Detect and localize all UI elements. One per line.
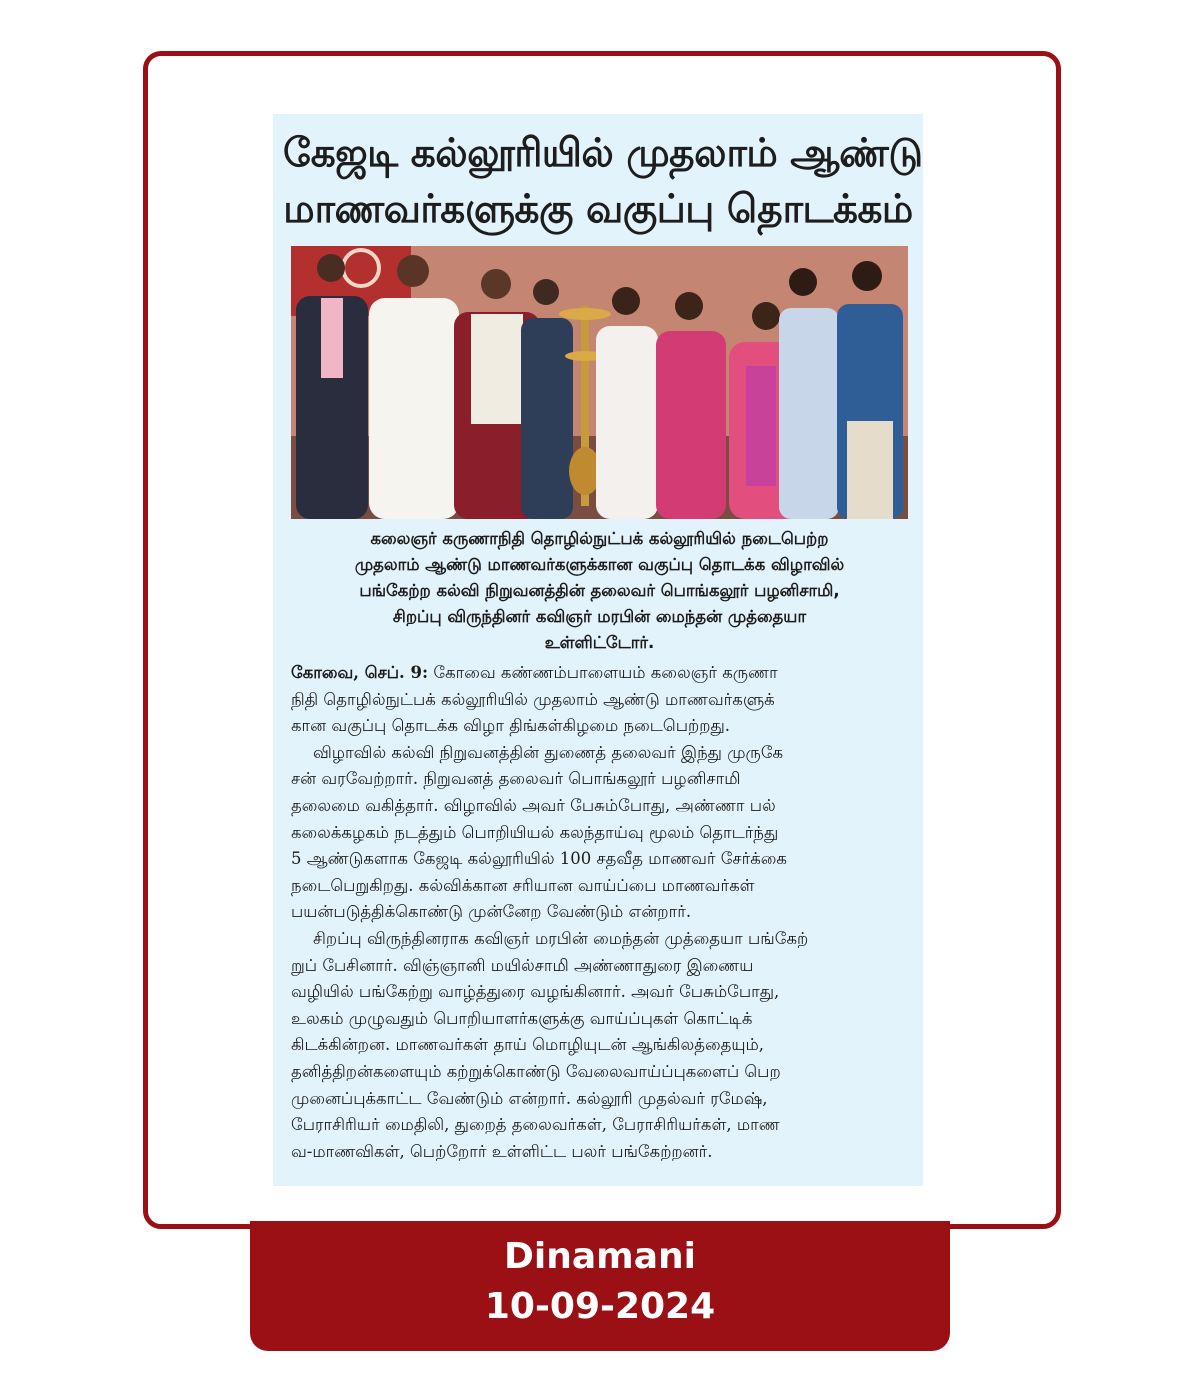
event-photo-illustration [291,246,908,519]
body-line: உலகம் முழுவதும் பொறியாளர்களுக்கு வாய்ப்புகள் கொட்டிக் [291,1008,753,1028]
body-line: 5 ஆண்டுகளாக கேஜடி கல்லூரியில் 100 சதவீத மாணவர் சேர்க்கை [291,849,787,869]
body-line-text: கோவை கண்ணம்பாளையம் கலைஞர் கருணா [428,663,778,682]
dateline: கோவை, செப். 9: [291,663,429,682]
body-line: சன் வரவேற்றார். நிறுவனத் தலைவர் பொங்கலூர் பழனிசாமி [291,769,741,789]
photo-caption [291,526,908,656]
caption-line: பங்கேற்ற கல்வி நிறுவனத்தின் தலைவர் பொங்கலூர் பழனிசாமி, [359,581,840,600]
caption-line: கலைஞர் கருணாநிதி தொழில்நுட்பக் கல்லூரியில் நடைபெற்ற [370,529,829,548]
caption-line: முதலாம் ஆண்டு மாணவர்களுக்கான வகுப்பு தொடக்க விழாவில் [354,555,845,574]
newspaper-clipping [273,114,923,1186]
newspaper-name: Dinamani [504,1236,696,1277]
headline-line: மாணவர்களுக்கு வகுப்பு தொடக்கம் [283,187,913,232]
body-line: வழியில் பங்கேற்று வாழ்த்துரை வழங்கினார். அவர் பேசும்போது, [291,982,780,1002]
body-line: தனித்திறன்களையும் கற்றுக்கொண்டு வேலைவாய்ப்புகளைப் பெற [291,1061,781,1081]
article-frame [143,51,1061,1229]
body-line: கான வகுப்பு தொடக்க விழா திங்கள்கிழமை நடைபெற்றது. [291,716,731,736]
event-photo [291,246,908,519]
body-line: கலைக்கழகம் நடத்தும் பொறியியல் கலந்தாய்வு மூலம் தொடர்ந்து [291,822,779,842]
body-line: நடைபெறுகிறது. கல்விக்கான சரியான வாய்ப்பை மாணவர்கள் [291,875,755,895]
article-body [291,660,908,1165]
body-line: நிதி தொழில்நுட்பக் கல்லூரியில் முதலாம் ஆண்டு மாணவர்களுக் [291,689,775,709]
body-line: கிடக்கின்றன. மாணவர்கள் தாய் மொழியுடன் ஆங்கிலத்தையும், [291,1035,765,1055]
source-badge [250,1221,950,1351]
headline-line: கேஜடி கல்லூரியில் முதலாம் ஆண்டு [283,131,923,176]
body-line: முனைப்புக்காட்ட வேண்டும் என்றார். கல்லூரி முதல்வர் ரமேஷ், [291,1088,768,1108]
body-line: வ-மாணவிகள், பெற்றோர் உள்ளிட்ட பலர் பங்கேற்றனர். [291,1141,713,1161]
body-line: றுப் பேசினார். விஞ்ஞானி மயில்சாமி அண்ணாதுரை இணைய [291,955,754,975]
caption-line: உள்ளிட்டோர். [544,633,655,652]
body-line: விழாவில் கல்வி நிறுவனத்தின் துணைத் தலைவர் இந்து முருகே [313,742,784,762]
article-headline [273,114,923,238]
body-line: பயன்படுத்திக்கொண்டு முன்னேற வேண்டும் என்றார். [291,902,692,922]
caption-line: சிறப்பு விருந்தினர் கவிஞர் மரபின் மைந்தன் முத்தையா [392,607,807,626]
publication-date: 10-09-2024 [484,1286,716,1327]
body-line: தலைமை வகித்தார். விழாவில் அவர் பேசும்போது, அண்ணா பல் [291,795,776,815]
body-line: பேராசிரியர் மைதிலி, துறைத் தலைவர்கள், பேராசிரியர்கள், மாண [291,1115,780,1135]
body-line [291,660,908,687]
body-line: சிறப்பு விருந்தினராக கவிஞர் மரபின் மைந்தன் முத்தையா பங்கேற் [313,928,809,948]
